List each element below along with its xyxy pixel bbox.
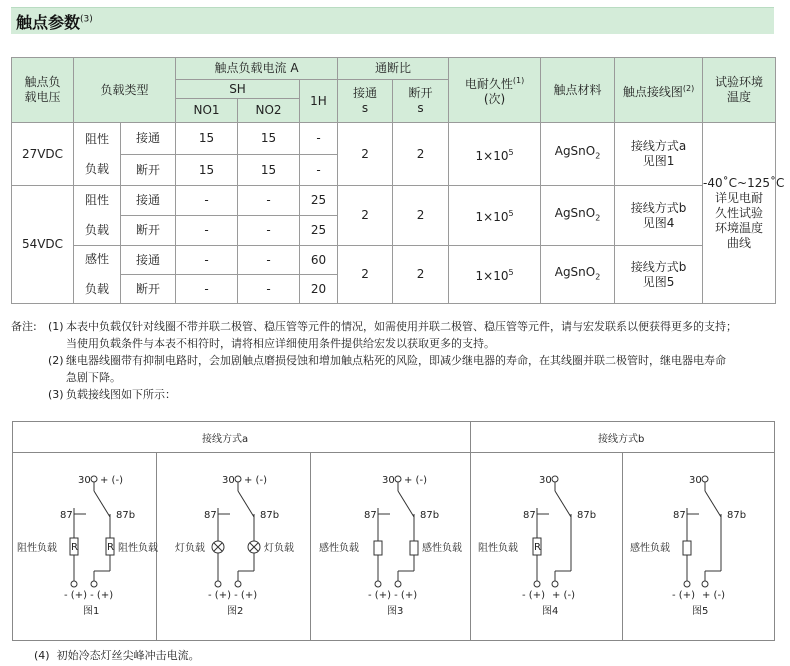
note-1-text: 本表中负载仅针对线圈不带并联二极管、稳压管等元件的情况，如需使用并联二极管、稳压管等元件，请与宏发联系以便获得更多的支持； 当使用负载条件与本表不相符时，请将相应详细使用条件提供给宏发以获取更多的支持。: [66, 320, 737, 350]
svg-text:+ (-): + (-): [702, 590, 725, 601]
cell-wiring: 接线方式b 见图5: [615, 246, 703, 304]
svg-text:- (+): - (+): [672, 590, 695, 601]
svg-text:+ (-): + (-): [552, 590, 575, 601]
note-3-text: 负载接线图如下所示：: [66, 388, 176, 401]
svg-text:R: R: [107, 542, 114, 553]
cell-no2: -: [238, 216, 300, 246]
svg-text:感性负载: 感性负载: [422, 543, 462, 554]
header-wiring: 触点接线图$^{(2)}$: [615, 58, 703, 123]
cell-no2: -: [238, 186, 300, 216]
note-1-num: (1): [48, 320, 64, 333]
svg-text:图5: 图5: [692, 606, 709, 617]
cell-1h: 25: [300, 216, 338, 246]
notes: [11, 318, 779, 403]
svg-text:87b: 87b: [420, 510, 440, 521]
diagram-header-a: 接线方式a: [202, 434, 249, 445]
header-voltage: 触点负 载电压: [12, 58, 74, 123]
cell-env: -40˚C~125˚C 详见电耐 久性试验 环境温度 曲线: [703, 123, 776, 304]
cell-no1: -: [176, 216, 238, 246]
svg-text:图2: 图2: [227, 606, 244, 617]
cell-1h: -: [300, 155, 338, 186]
cell-no2: -: [238, 275, 300, 304]
header-make: 接通 s: [338, 80, 393, 123]
cell-ratio-make: 2: [338, 123, 393, 186]
svg-text:87: 87: [673, 510, 686, 521]
contact-parameters-table: [11, 57, 785, 304]
section-title-bar: [11, 7, 774, 34]
note-3-num: (3): [48, 388, 64, 401]
header-sh: SH: [176, 80, 300, 99]
section-title: 触点参数$^{(3)}$: [16, 13, 93, 32]
cell-1h: -: [300, 123, 338, 155]
lamp-icon: [212, 541, 224, 553]
svg-text:图4: 图4: [542, 606, 559, 617]
cell-ratio-break: 2: [393, 246, 449, 304]
load-resistive: 阻性 负载: [74, 123, 121, 186]
voltage-27vdc: 27VDC: [12, 123, 74, 186]
load-resistive: 阻性 负载: [74, 186, 121, 246]
cell-material: AgSnO$_2$: [541, 246, 615, 304]
diagram-header-b: 接线方式b: [598, 434, 645, 445]
figure-1: [17, 475, 158, 617]
header-endurance: 电耐久性$^{(1)}$ (次): [449, 58, 541, 123]
note-2-num: (2): [48, 354, 64, 367]
svg-text:阻性负载: 阻性负载: [118, 543, 158, 554]
cell-no1: 15: [176, 155, 238, 186]
cell-no1: 15: [176, 123, 238, 155]
header-load-type: 负载类型: [74, 58, 176, 123]
svg-text:阻性负载: 阻性负载: [17, 543, 57, 554]
svg-text:30: 30: [222, 475, 235, 486]
svg-text:87b: 87b: [577, 510, 597, 521]
svg-text:R: R: [71, 542, 78, 553]
figure-5: [630, 475, 746, 617]
header-1h: 1H: [300, 80, 338, 123]
svg-text:感性负载: 感性负载: [319, 543, 359, 554]
wiring-diagrams: [12, 421, 775, 641]
cell-1h: 60: [300, 246, 338, 275]
cell-no1: -: [176, 186, 238, 216]
cell-material: AgSnO$_2$: [541, 186, 615, 246]
header-no2: NO2: [238, 99, 300, 123]
svg-text:87b: 87b: [727, 510, 747, 521]
cell-ratio-break: 2: [393, 186, 449, 246]
op-make: 接通: [121, 123, 176, 155]
svg-text:图3: 图3: [387, 606, 404, 617]
cell-no1: -: [176, 275, 238, 304]
svg-text:30: 30: [539, 475, 552, 486]
cell-no1: -: [176, 246, 238, 275]
svg-text:灯负载: 灯负载: [175, 543, 205, 554]
svg-text:87: 87: [204, 510, 217, 521]
voltage-54vdc: 54VDC: [12, 186, 74, 304]
svg-text:87: 87: [60, 510, 73, 521]
svg-text:- (+) - (+): - (+) - (+): [368, 590, 418, 601]
cell-wiring: 接线方式a 见图1: [615, 123, 703, 186]
op-break: 断开: [121, 275, 176, 304]
svg-text:30: 30: [689, 475, 702, 486]
inductor-icon: [410, 541, 418, 555]
svg-text:灯负载: 灯负载: [264, 543, 294, 554]
op-make: 接通: [121, 246, 176, 275]
svg-text:- (+) - (+): - (+) - (+): [64, 590, 114, 601]
figure-2: [175, 475, 294, 617]
header-current: 触点负载电流 A: [176, 58, 338, 80]
header-ratio: 通断比: [338, 58, 449, 80]
notes-prefix: 备注:: [11, 320, 37, 333]
cell-material: AgSnO$_2$: [541, 123, 615, 186]
lamp-icon: [248, 541, 260, 553]
header-env: 试验环境 温度: [703, 58, 776, 123]
svg-text:感性负载: 感性负载: [630, 543, 670, 554]
cell-ratio-make: 2: [338, 186, 393, 246]
svg-text:图1: 图1: [83, 606, 100, 617]
svg-text:+ (-): + (-): [404, 475, 427, 486]
svg-text:30: 30: [382, 475, 395, 486]
cell-endurance: $1\times 10^5$: [449, 186, 541, 246]
op-make: 接通: [121, 186, 176, 216]
svg-text:87: 87: [364, 510, 377, 521]
svg-text:87b: 87b: [116, 510, 136, 521]
header-material: 触点材料: [541, 58, 615, 123]
header-break: 断开 s: [393, 80, 449, 123]
footnote-4: (4) 初始冷态灯丝尖峰冲击电流。: [34, 649, 200, 662]
inductor-icon: [683, 541, 691, 555]
cell-no2: 15: [238, 123, 300, 155]
svg-text:87b: 87b: [260, 510, 280, 521]
load-inductive: 感性 负载: [74, 246, 121, 304]
svg-text:87: 87: [523, 510, 536, 521]
cell-no2: 15: [238, 155, 300, 186]
note-2-text: 继电器线圈带有抑制电路时，会加剧触点磨损侵蚀和增加触点粘死的风险，即减少继电器的寿命，在其线圈并联二极管时，继电器电寿命 急剧下降。: [66, 354, 726, 384]
inductor-icon: [374, 541, 382, 555]
op-break: 断开: [121, 216, 176, 246]
svg-text:+ (-): + (-): [244, 475, 267, 486]
svg-text:阻性负载: 阻性负载: [478, 543, 518, 554]
header-no1: NO1: [176, 99, 238, 123]
svg-text:30: 30: [78, 475, 91, 486]
cell-ratio-break: 2: [393, 123, 449, 186]
figure-4: [478, 475, 596, 617]
svg-text:- (+): - (+): [522, 590, 545, 601]
cell-endurance: $1\times 10^5$: [449, 246, 541, 304]
cell-no2: -: [238, 246, 300, 275]
svg-text:R: R: [534, 542, 541, 553]
figure-3: [319, 475, 462, 617]
op-break: 断开: [121, 155, 176, 186]
cell-1h: 20: [300, 275, 338, 304]
svg-text:+ (-): + (-): [100, 475, 123, 486]
cell-wiring: 接线方式b 见图4: [615, 186, 703, 246]
cell-1h: 25: [300, 186, 338, 216]
svg-text:- (+) - (+): - (+) - (+): [208, 590, 258, 601]
cell-endurance: $1\times 10^5$: [449, 123, 541, 186]
cell-ratio-make: 2: [338, 246, 393, 304]
